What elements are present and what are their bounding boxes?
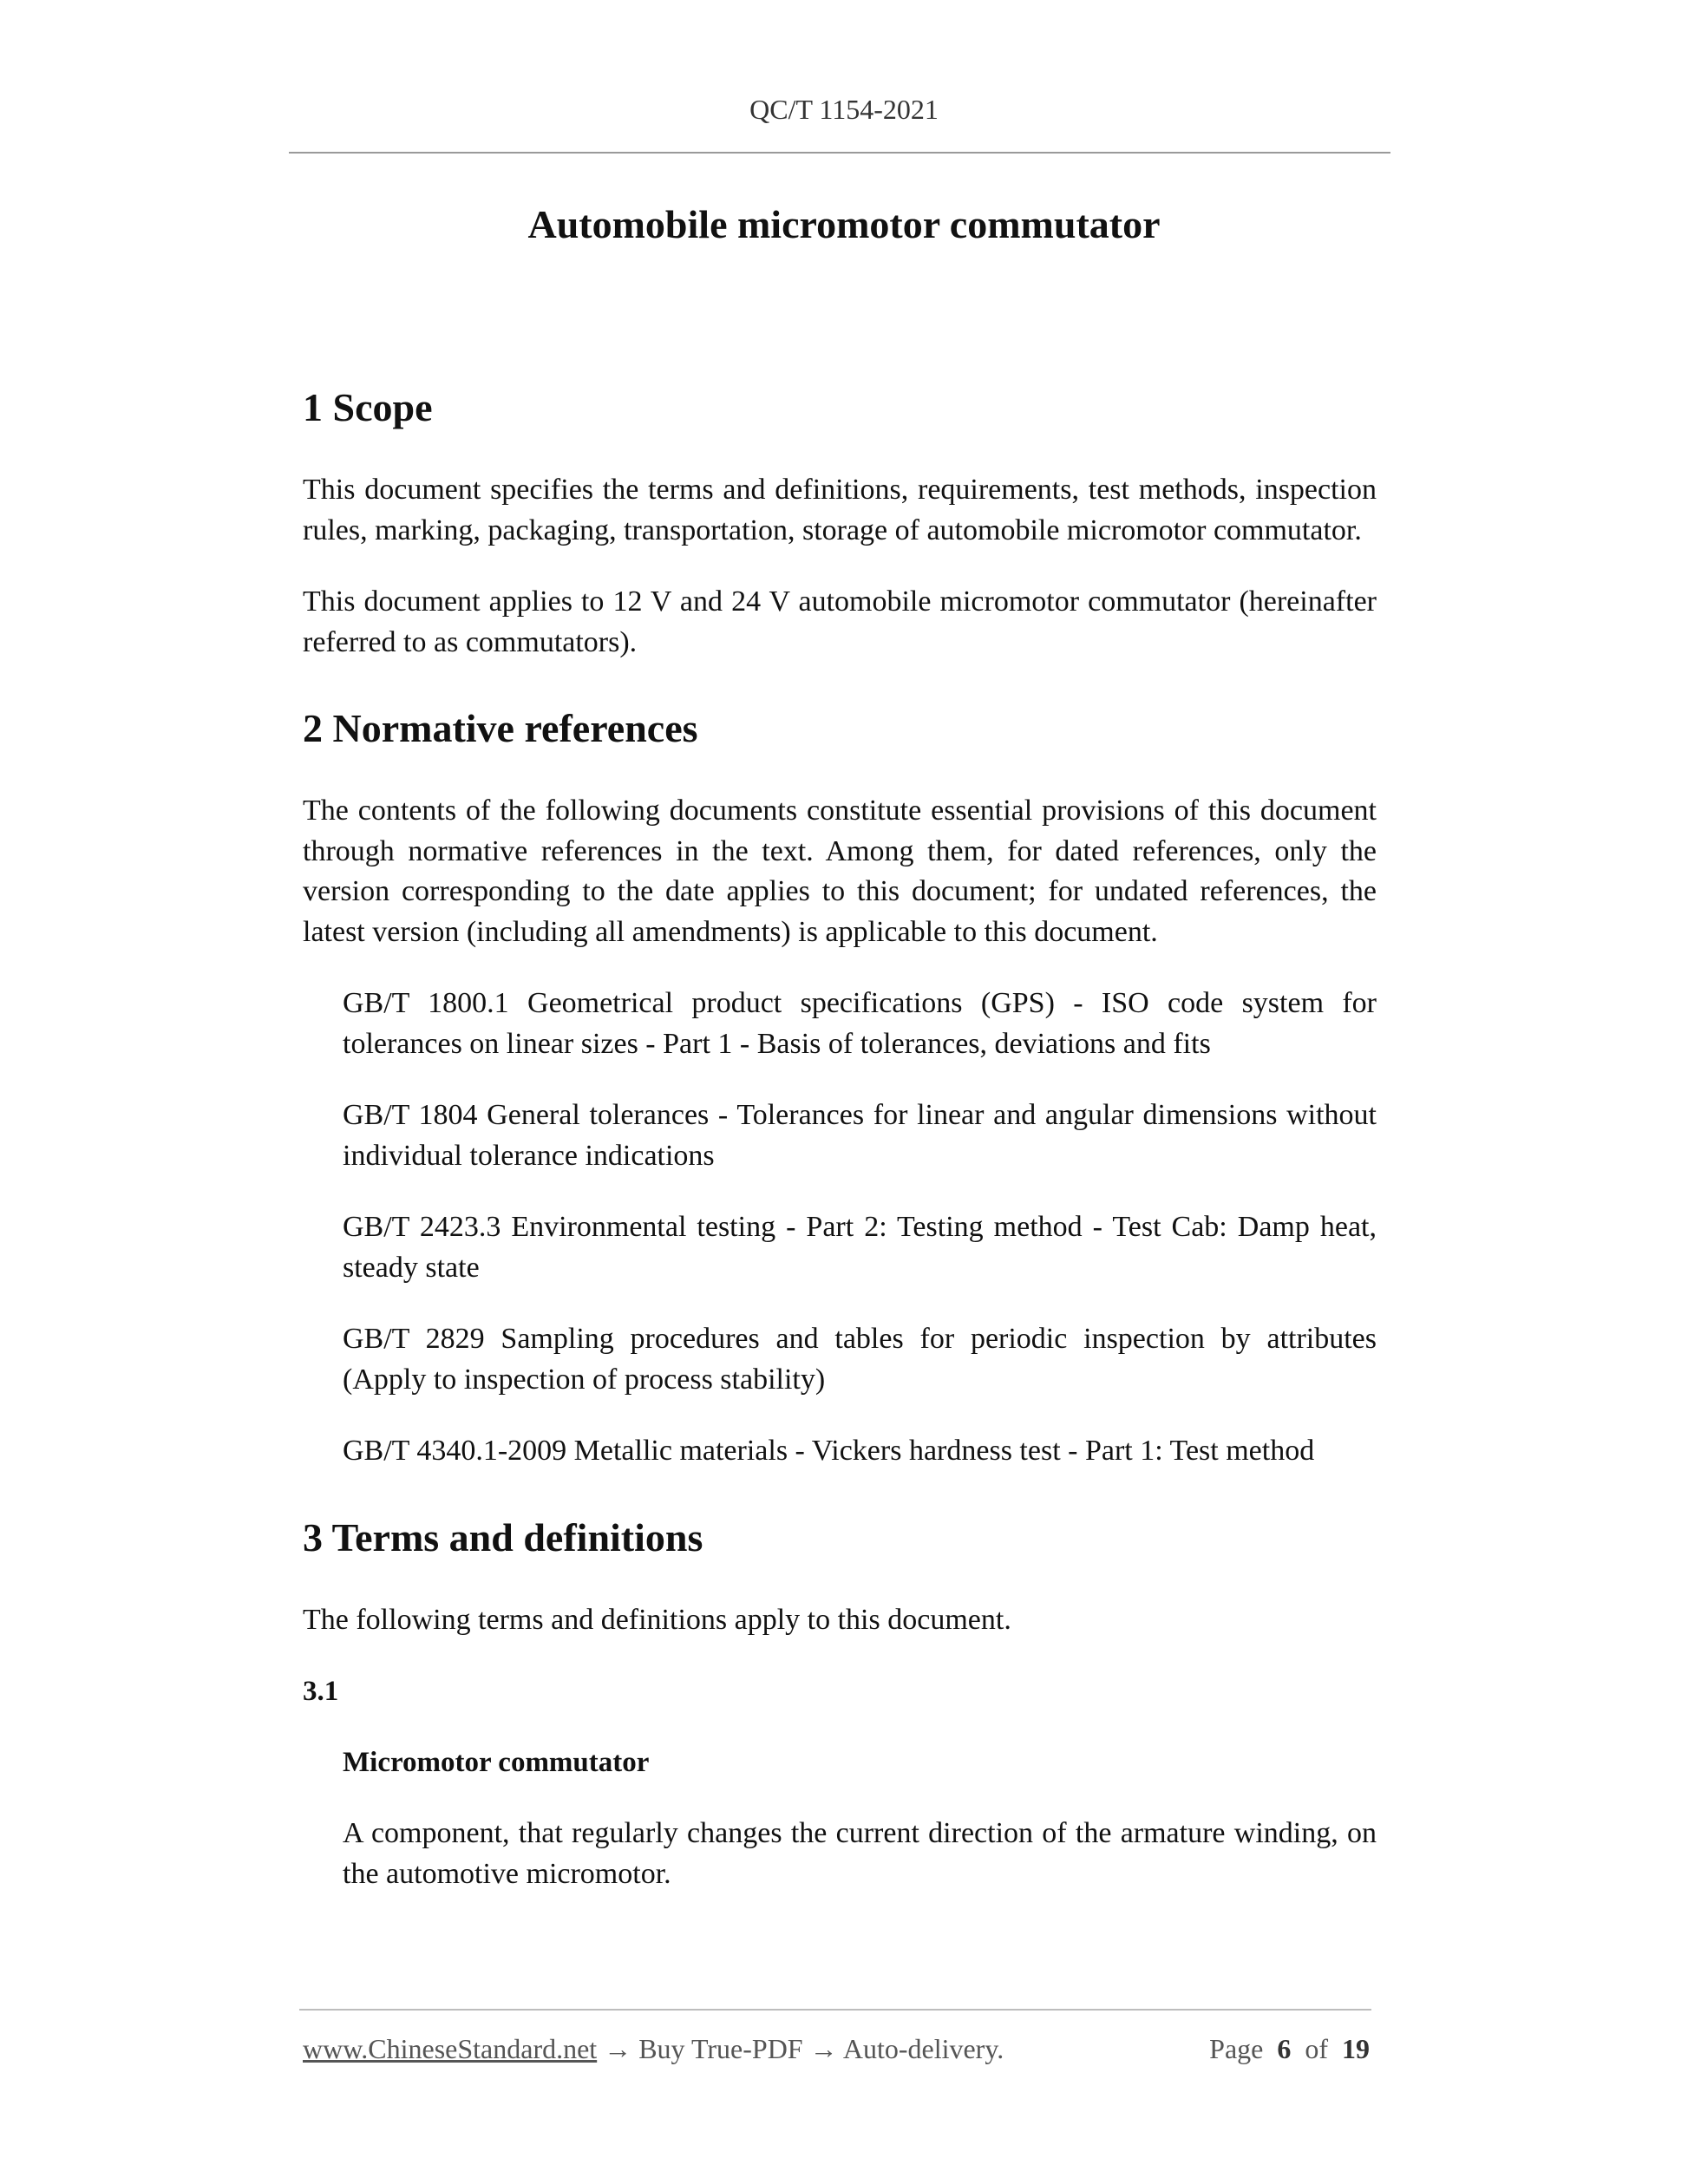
section-heading-scope: 1 Scope [303,385,433,429]
normative-intro: The contents of the following documents constitute essential provisions of this document through normative references in the text. Among them, for dated references, only the version corresponding to the date applies to this document; for undated references, the latest version (including all amendments) is applicable to this document. [303,794,1377,948]
header-divider [289,152,1390,154]
document-title: Automobile micromotor commutator [527,202,1161,246]
auto-delivery-text: Auto-delivery. [842,2033,1004,2064]
scope-paragraph-1: This document specifies the terms and definitions, requirements, test methods, inspection rules, marking, packaging, transportation, storage of automobile micromotor commutator. [303,474,1377,546]
footer-links [303,2030,1004,2068]
page-total: 19 [1342,2033,1370,2064]
buy-true-pdf-text: Buy True-PDF [638,2033,803,2064]
term-definition: A component, that regularly changes the current direction of the armature winding, on the automotive micromotor. [343,1817,1377,1890]
term-name: Micromotor commutator [343,1747,650,1778]
section-heading-normative-references: 2 Normative references [303,706,698,750]
arrow-icon: → [809,2033,838,2064]
reference-item: GB/T 4340.1-2009 Metallic materials - Vickers hardness test - Part 1: Test method [343,1435,1315,1467]
of-label: of [1305,2033,1328,2064]
term-number: 3.1 [303,1676,339,1707]
page-indicator [1209,2030,1370,2068]
reference-item: GB/T 2829 Sampling procedures and tables for periodic inspection by attributes (Apply to inspection of process stability) [343,1323,1377,1396]
arrow-icon: → [604,2033,632,2064]
reference-item: GB/T 2423.3 Environmental testing - Part 2: Testing method - Test Cab: Damp heat, steady state [343,1211,1377,1284]
reference-item: GB/T 1800.1 Geometrical product specifications (GPS) - ISO code system for tolerances on linear sizes - Part 1 - Basis of tolerances, deviations and fits [343,987,1377,1060]
page-current: 6 [1277,2033,1292,2064]
reference-item: GB/T 1804 General tolerances - Tolerances for linear and angular dimensions without individual tolerance indications [343,1099,1377,1172]
header-code: QC/T 1154-2021 [749,94,939,125]
footer-divider [299,2009,1371,2011]
scope-paragraph-2: This document applies to 12 V and 24 V automobile micromotor commutator (hereinafter referred to as commutators). [303,585,1377,658]
page-label: Page [1209,2033,1264,2064]
terms-intro: The following terms and definitions apply to this document. [303,1603,1011,1636]
website-link[interactable]: www.ChineseStandard.net [303,2033,598,2064]
document-body [303,382,1377,1926]
section-heading-terms: 3 Terms and definitions [303,1514,703,1560]
